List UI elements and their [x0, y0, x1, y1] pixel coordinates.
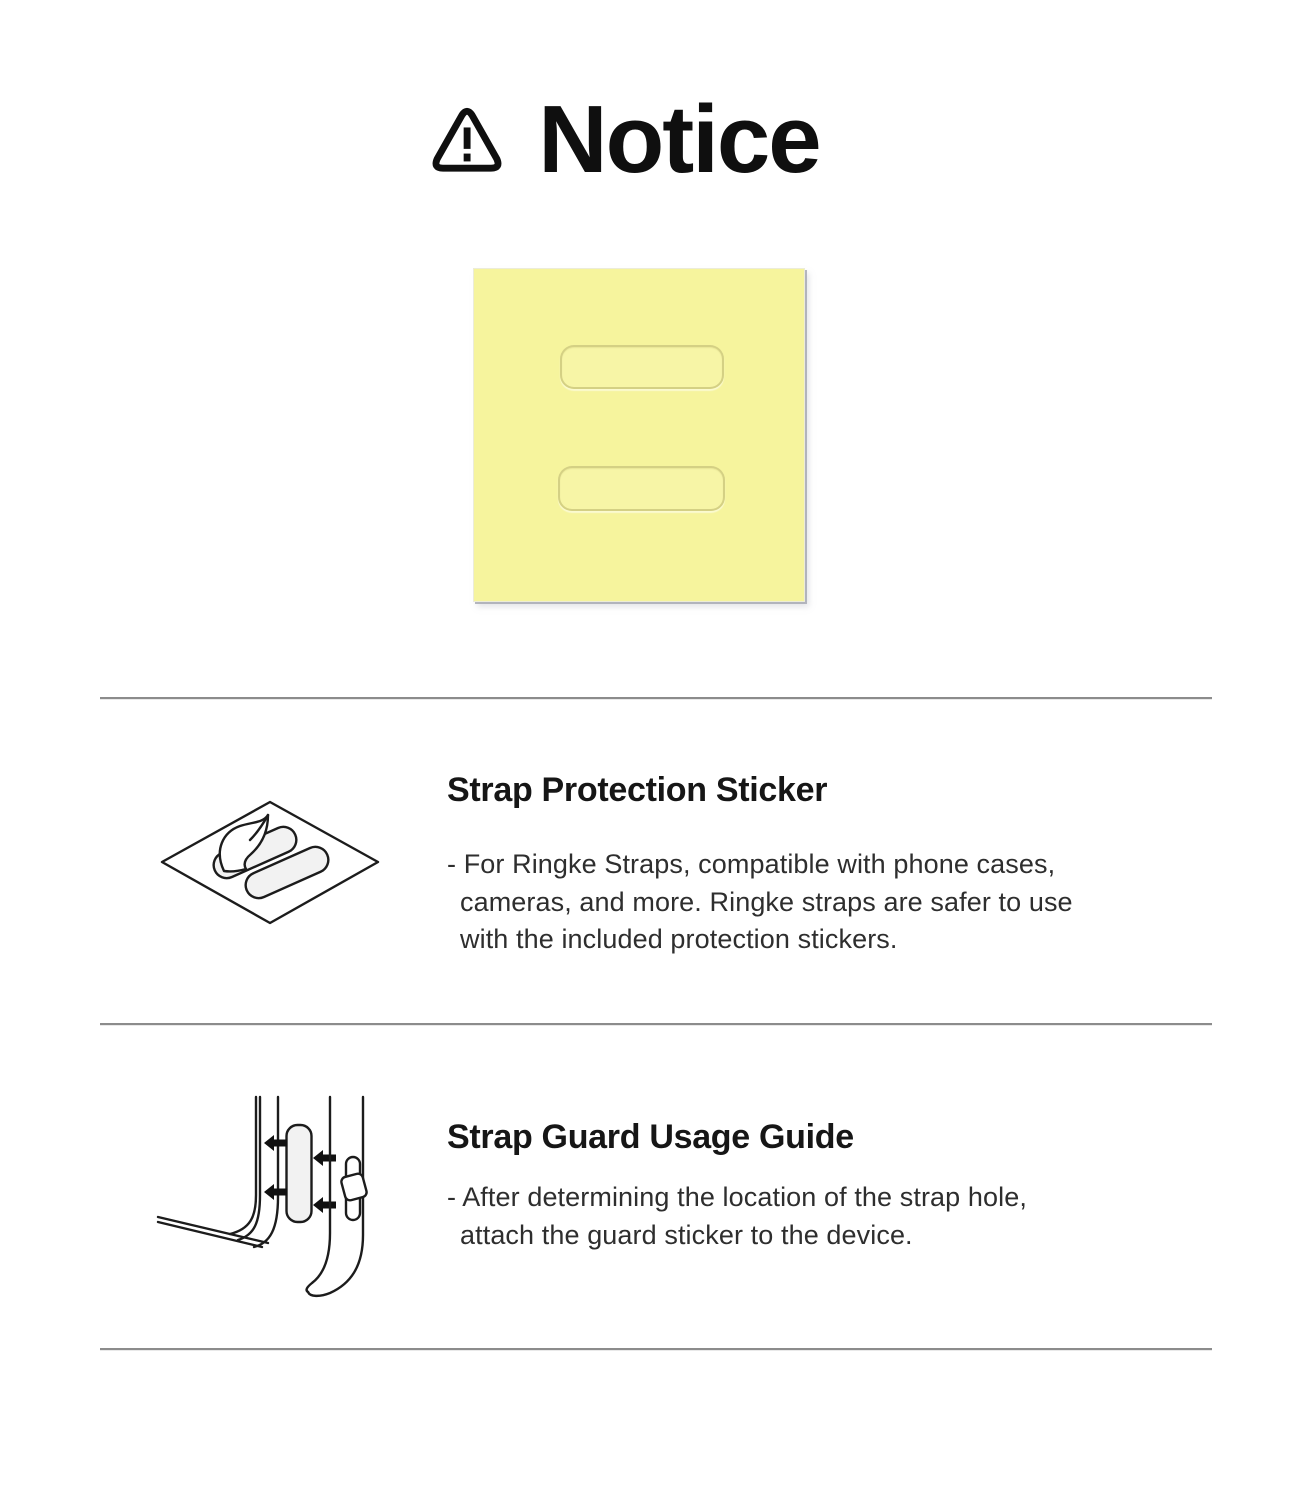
strap-through-hole	[340, 1173, 367, 1202]
section-2-body	[447, 1179, 1027, 1254]
sticker-cutout-1	[560, 345, 724, 389]
case-edge-outline	[158, 1097, 278, 1247]
sticker-sheet-peel-illustration	[140, 790, 400, 940]
sticker-cutout-2	[558, 466, 725, 511]
body-line: with the included protection stickers.	[460, 924, 898, 954]
warning-triangle-icon	[430, 105, 504, 175]
exclamation-bar	[464, 127, 471, 148]
guard-sticker	[287, 1125, 312, 1222]
body-line: attach the guard sticker to the device.	[460, 1219, 913, 1250]
exclamation-dot	[464, 154, 471, 162]
section-1-heading: Strap Protection Sticker	[447, 771, 828, 809]
divider	[100, 1023, 1212, 1026]
divider	[100, 1348, 1212, 1351]
sticker-sheet-image	[473, 268, 805, 602]
section-1-body	[447, 846, 1073, 959]
device-edge-outline	[307, 1097, 368, 1296]
body-line: - For Ringke Straps, compatible with phone cases,	[447, 849, 1056, 879]
sheet-outline	[162, 802, 378, 923]
section-2-heading: Strap Guard Usage Guide	[447, 1118, 854, 1156]
body-line: cameras, and more. Ringke straps are safer to use	[460, 886, 1073, 917]
strap-guard-placement-illustration	[150, 1085, 380, 1300]
page-title: Notice	[538, 86, 820, 193]
divider	[100, 697, 1212, 700]
notice-header	[0, 86, 1250, 193]
body-line: - After determining the location of the strap hole,	[447, 1182, 1027, 1212]
